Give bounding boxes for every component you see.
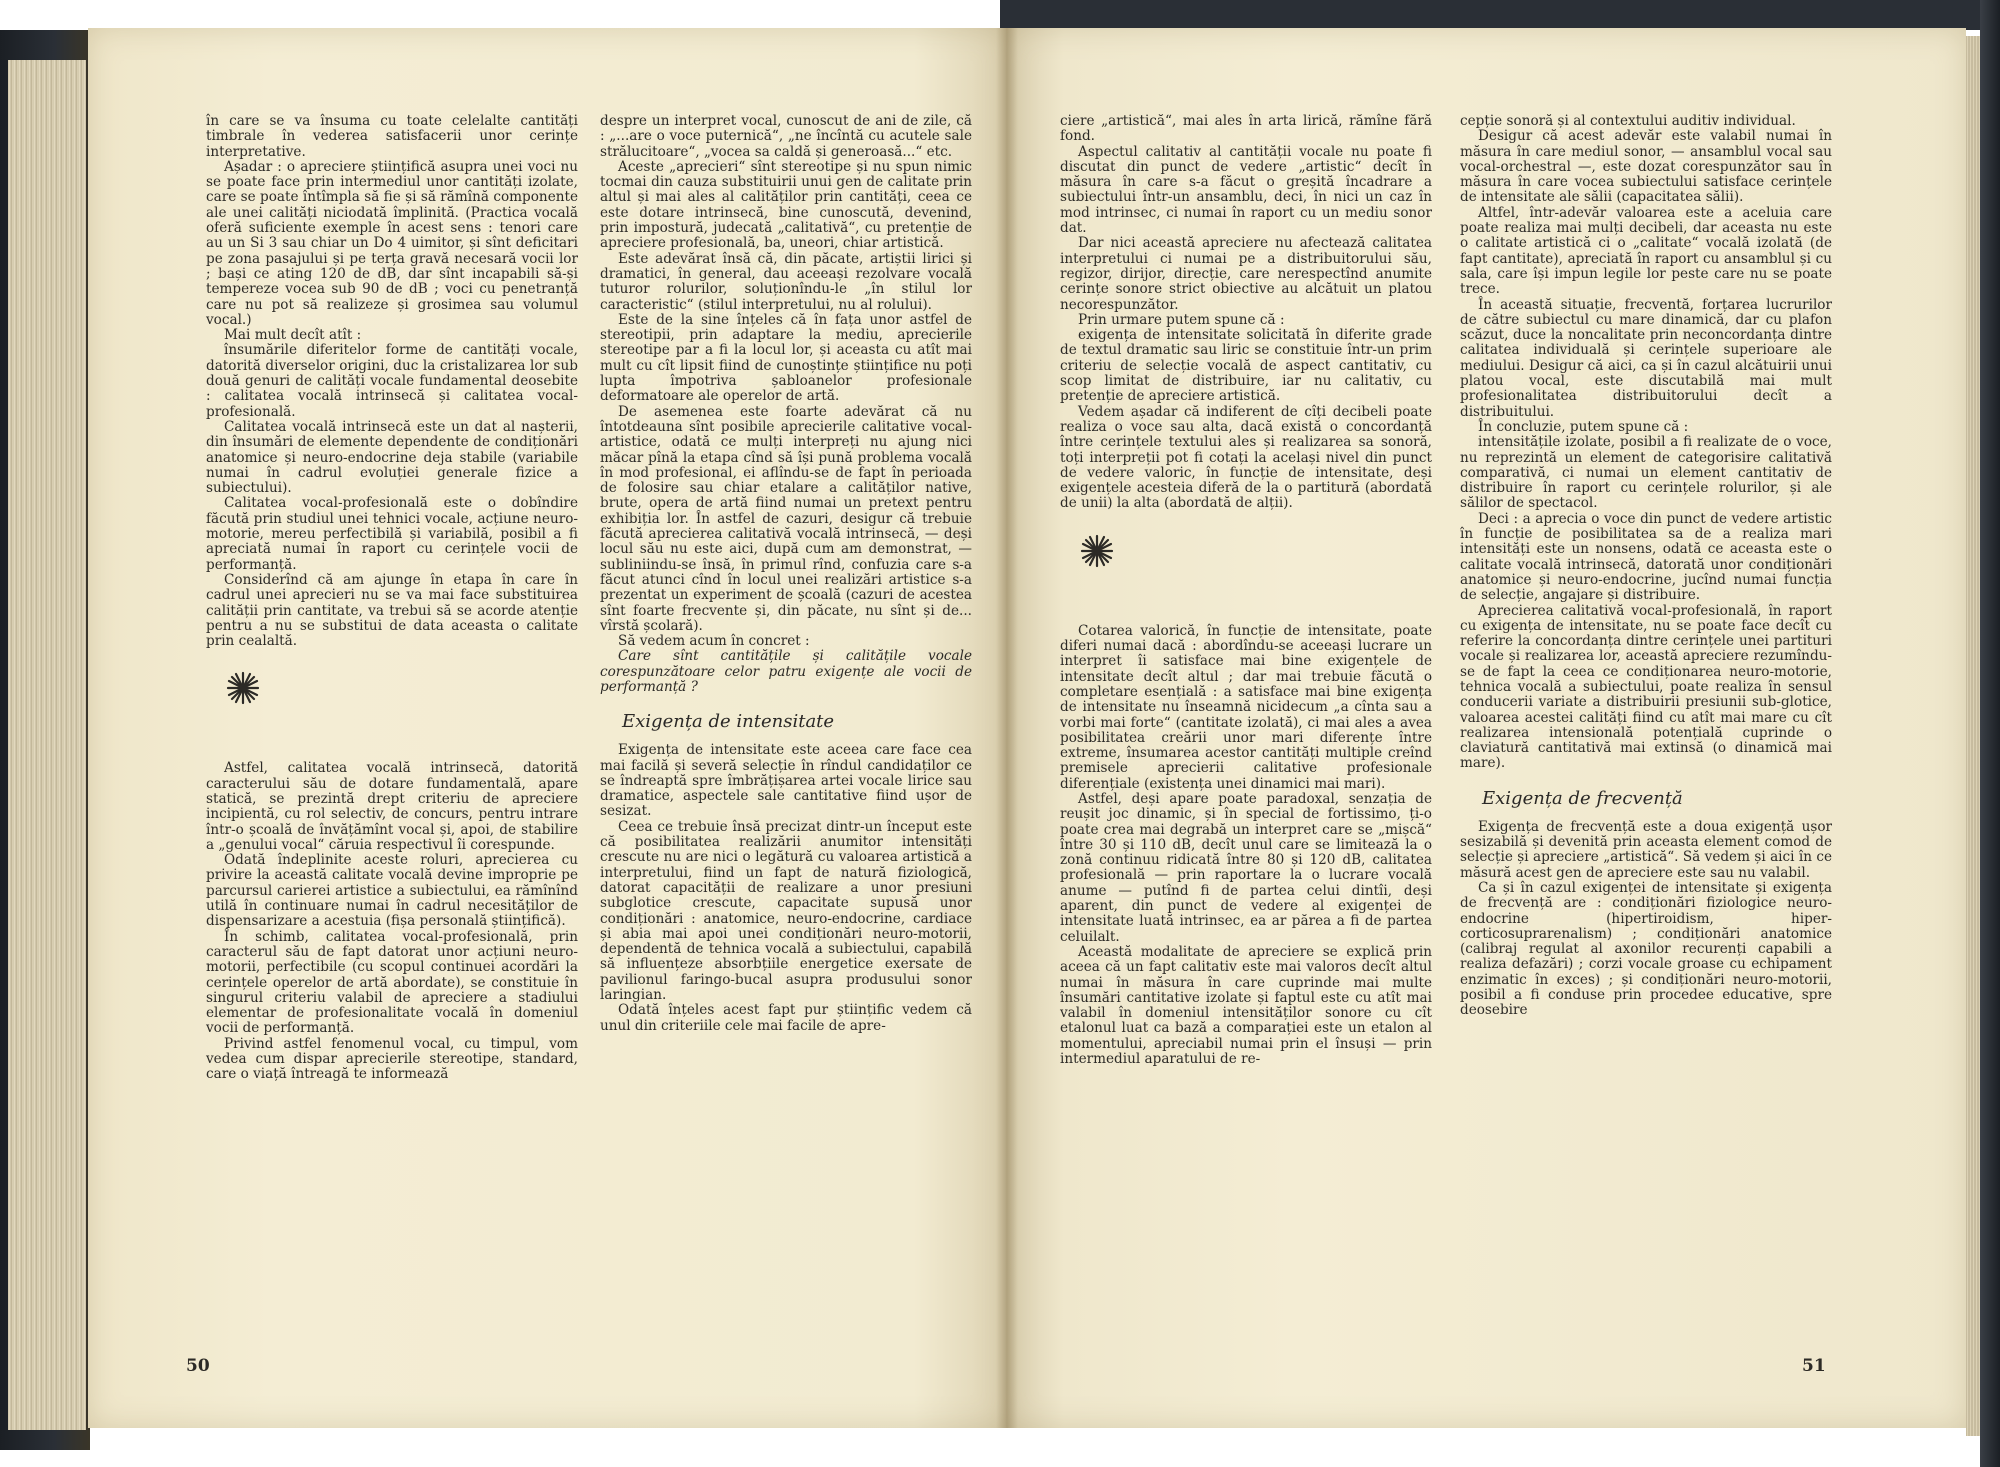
paragraph: Astfel, deși apare poate paradoxal, senzația de reușit joc dinamic, și în special de fortissimo, ți-o poate crea mai degrabă un interpret care se „mișcă“ între 30 și 110 dB, decît unul care se limitează la o zonă continuu ridicată între 80 și 120 dB, calitatea profesională — prin raportare la o lucrare vocală anume — putînd fi de partea celui dintîi, deși aparent, din punct de vedere al exigenței de intensitate luată intrinsec, ea ar părea a fi de partea celuilalt. xyxy=(1060,790,1432,945)
right-page-column-1 xyxy=(1060,114,1432,1067)
paragraph: Aspectul calitativ al cantității vocale nu poate fi discutat din punct de vedere „artistic“ decît în măsura în care s-a făcut o greșită încadrare a subiectului într-un ansamblu, deci, în nici un caz în mod intrinsec, ci numai în raport cu un mediu sonor dat. xyxy=(1060,143,1432,237)
paragraph: Exigența de frecvență este a doua exigență ușor sesizabilă și devenită prin aceasta element comod de selecție și apreciere „artistică“. Să vedem și aici în ce măsură acest gen de apreciere este sau nu valabil. xyxy=(1460,818,1832,881)
starburst-ornament-icon xyxy=(1080,534,1114,568)
book-cover-right xyxy=(1980,0,2000,1467)
left-page-column-2 xyxy=(600,114,972,1034)
paragraph: Altfel, într-adevăr valoarea este a aceluia care poate realiza mai mulți decibeli, dar aceasta nu este o calitate artistică ci o „calitate“ vocală izolată (de fapt cantitate), apreciată în raport cu ansamblul și cu sala, care își impun legile lor peste care nu se poate trece. xyxy=(1460,204,1832,298)
paragraph: Aprecierea calitativă vocal-profesională, în raport cu exigența de intensitate, nu se poate face decît cu referire la concordanța dintre cerințele unei partituri vocale și realizarea lor, această apreciere rezumîndu-se de fapt la ceea ce condiționarea neuro-motorie, tehnica vocală a subiectului, poate realiza în sensul conducerii variate a distribuirii presiunii sub-glotice, valoarea acestei calități fiind cu atît mai mare cu cît realizarea intensională potențială cuprinde o claviatură cantitativă mai extinsă (o dinamică mai mare). xyxy=(1460,602,1832,772)
paragraph: cepție sonoră și al contextului auditiv individual. xyxy=(1460,113,1796,129)
paragraph: în care se va însuma cu toate celelalte cantități timbrale în vederea satisfacerii unor cerințe interpretative. xyxy=(206,113,578,160)
paragraph: Dar nici această apreciere nu afectează calitatea interpretului ci numai pe a distribuitorului său, regizor, dirijor, direcție, care nerespectînd anumite cerințe sonore strict obiective au alcătuit un platou necorespunzător. xyxy=(1060,235,1432,313)
section-heading: Exigența de frecvență xyxy=(1482,787,1683,809)
starburst-ornament-icon xyxy=(226,671,260,705)
paragraph: Considerînd că am ajunge în etapa în care în cadrul unei aprecieri nu se va mai face substituirea calității prin cantitate, va trebui să se acorde atenție pentru a nu se substitui de data aceasta o calitate prin cealaltă. xyxy=(206,571,578,650)
paragraph: În această situație, frecventă, forțarea lucrurilor de către subiectul cu mare dinamică, dar cu plafon scăzut, duce la noncalitate prin neconcordanța dintre calitatea individuală și cerințele superioare ale mediului. Desigur că aici, ca și în cazul alcătuirii unui platou vocal, este discutabilă mai mult profesionalitatea distribuitorului decît a distribuitului. xyxy=(1460,296,1832,420)
page-number: 50 xyxy=(186,1356,210,1376)
paragraph: În concluzie, putem spune că : xyxy=(1478,418,1689,435)
paragraph: Desigur că acest adevăr este valabil numai în măsura în care mediul sonor, — ansamblul vocal sau vocal-orchestral —, este dozat corespunzător sau în măsura în care vocea subiectului satisface cerințele de intensitate ale sălii (capacitatea sălii). xyxy=(1460,128,1832,206)
paragraph: Ceea ce trebuie însă precizat dintr-un început este că posibilitatea realizării anumitor intensități crescute nu are nici o legătură cu valoarea artistică a interpretului, fiind un fapt de natură fiziologică, datorat capacității de realizare a unor presiuni subglotice crescute, capacitate supusă unor condiționări : anatomice, neuro-endocrine, cardiace și abia mai apoi unei condiționări neuro-motorii, dependentă de tehnica vocală a subiectului, capabilă să influențeze absorbțiile energetice exersate de pavilionul faringo-bucal asupra produsului sonor laringian. xyxy=(600,818,972,1004)
paragraph: Aceste „aprecieri“ sînt stereotipe și nu spun nimic tocmai din cauza substituirii unui gen de calitate prin altul și mai ales al calităților prin cantități, ceea ce este dotare intrinsecă, bine cunoscută, devenind, prin impostură, judecată „calitativă“, cu pretenție de apreciere profesională, ba, uneori, chiar artistică. xyxy=(600,158,972,252)
paragraph: Mai mult decît atît : xyxy=(224,327,362,344)
paragraph: intensitățile izolate, posibil a fi realizate de o voce, nu reprezintă un element de categorisire calitativă comparativă, ci numai un element cantitativ de distribuire în raport cu cerințele rolurilor, și ale sălilor de spectacol. xyxy=(1460,434,1832,512)
paragraph: În schimb, calitatea vocal-profesională, prin caracterul său de fapt datorat unor acțiuni neuro-motorii, perfectibile (cu scopul continuei acordări la cerințele operelor de artă abordate), se constituie în singurul criteriu valabil de apreciere a stadiului elementar de profesionalitate vocală în domeniul vocii de performanță. xyxy=(206,928,578,1037)
paragraph: Odată înțeles acest fapt pur științific vedem că unul din criteriile cele mai facile de apre- xyxy=(600,1002,972,1034)
left-page xyxy=(88,28,1006,1428)
left-page-column-1 xyxy=(206,114,578,1083)
paragraph: Este adevărat însă că, din păcate, artiștii lirici și dramatici, în general, dau aceeași rezolvare vocală tuturor rolurilor, soluționîndu-le „în stilul lor caracteristic“ (stilul interpretului, nu al rolului). xyxy=(600,250,972,313)
paragraph: De asemenea este foarte adevărat că nu întotdeauna sînt posibile aprecierile calitative vocal-artistice, odată ce mulți interpreți nu ajung nici măcar pînă la etapa cînd să își pună problema vocală în mod profesional, ei aflîndu-se de fapt în perioada de folosire sau chiar etalare a calităților native, brute, opera de artă fiind numai un pretext pentru exhibiția lor. În astfel de cazuri, desigur că trebuie făcută aprecierea calitativă vocală intrinsecă, — deși locul său nu este aici, după cum am demonstrat, — subliniindu-se însă, în primul rînd, confuzia care s-a făcut atunci cînd în locul unei realizări artistice s-a prezentat un experiment de școală (cazuri de acestea sînt foarte frecvente și, din păcate, nu sînt și de... vîrstă școlară). xyxy=(600,403,972,634)
paragraph: Odată îndeplinite aceste roluri, aprecierea cu privire la această calitate vocală devine improprie pe parcursul carierei artistice a subiectului, ea rămînînd utilă în continuare numai în cadrul necesităților de dispensarizare a acestuia (fișa personală științifică). xyxy=(206,852,578,930)
paragraph: ciere „artistică“, mai ales în arta lirică, rămîne fără fond. xyxy=(1060,113,1432,145)
right-page xyxy=(1006,28,1966,1428)
section-heading: Exigența de intensitate xyxy=(622,711,835,733)
book-gutter xyxy=(996,28,1018,1428)
book-cover-top-right xyxy=(1000,0,2000,30)
page-number: 51 xyxy=(1802,1356,1826,1376)
paragraph: despre un interpret vocal, cunoscut de ani de zile, că : „...are o voce puternică“, „ne încîntă cu acutele sale strălucitoare“, „vocea sa caldă și generoasă...“ etc. xyxy=(600,113,972,160)
paragraph: Să vedem acum în concret : xyxy=(618,633,810,650)
paragraph: Prin urmare putem spune că : xyxy=(1078,311,1285,328)
paragraph: Exigența de intensitate este aceea care face cea mai facilă și severă selecție în rîndul candidaților ce se îndreaptă spre îmbrățișarea artei vocale lirice sau dramatice, aspectele sale cantitative fiind ușor de sesizat. xyxy=(600,742,972,820)
paragraph: Cotarea valorică, în funcție de intensitate, poate diferi numai dacă : abordîndu-se aceeași lucrare un interpret îi satisface mai bine exigențele de intensitate decît altul ; dar mai trebuie făcută o completare esențială : a satisface mai bine exigența de intensitate nu înseamnă nicidecum „a cînta sau a vorbi mai forte“ (cantitate izolată), ci mai ales a avea posibilitatea creării unor mari diferențe între extreme, însumarea acestor cantități multiple creînd premisele aprecierii calitative profesionale diferențiale (existența unei dinamici mai mari). xyxy=(1060,622,1432,792)
paragraph: Deci : a aprecia o voce din punct de vedere artistic în funcție de posibilitatea sa de a realiza mari intensități este un nonsens, odată ce aceasta este o calitate vocală intrinsecă, datorată unor condiționări anatomice și neuro-endocrine, jucînd numai funcția de selecție, angajare și distribuire. xyxy=(1460,510,1832,604)
page-edges-left xyxy=(8,60,86,1430)
paragraph: Privind astfel fenomenul vocal, cu timpul, vom vedea cum dispar aprecierile stereotipe, standard, care o viață întreagă te informează xyxy=(206,1035,578,1083)
paragraph: Vedem așadar că indiferent de cîți decibeli poate realiza o voce sau alta, dacă există o concordanță între cerințele textului ales și realizarea sa sonoră, toți interpreții pot fi cotați la același nivel din punct de vedere valoric, în funcție de intensitate, deși exigențele acesteia diferă de la o partitură (abordată de unii) la alta (abordată de alții). xyxy=(1060,403,1432,512)
paragraph: însumările diferitelor forme de cantități vocale, datorită diverselor origini, duc la cristalizarea lor sub două genuri de calități vocale fundamental deosebite : calitatea vocală intrinsecă și calitatea vocal-profesională. xyxy=(206,342,578,420)
paragraph: Ca și în cazul exigenței de intensitate și exigența de frecvență are : condiționări fiziologice neuro-endocrine (hipertiroidism, hiper-corticosuprarenalism) ; condiționări anatomice (calibraj regulat al axonilor recurenți capabili a realiza defazări) ; corzi vocale groase cu echipament enzimatic în exces) ; și condiționări neuro-motorii, posibil a fi conduse prin procedee educative, spre deosebire xyxy=(1460,879,1832,1019)
paragraph: exigența de intensitate solicitată în diferite grade de textul dramatic sau liric se constituie într-un prim criteriu de selecție vocală de aspect cantitativ, cu scop limitat de distribuire, iar nu calitativ, cu pretenție de apreciere artistică. xyxy=(1060,327,1432,405)
paragraph: Care sînt cantitățile și calitățile vocale corespunzătoare celor patru exigențe ale vocii de performanță ? xyxy=(600,648,972,695)
paragraph: Calitatea vocal-profesională este o dobîndire făcută prin studiul unei tehnici vocale, acțiune neuro-motorie, mereu perfectibilă și variabilă, posibil a fi apreciată numai în raport cu cerințele vocii de performanță. xyxy=(206,495,578,573)
paragraph: Calitatea vocală intrinsecă este un dat al nașterii, din însumări de elemente dependente de condiționări anatomice și neuro-endocrine deja stabile (variabile numai în cadrul evoluției generale fizice a subiectului). xyxy=(206,418,578,497)
paragraph: Această modalitate de apreciere se explică prin aceea că un fapt calitativ este mai valoros decît altul numai în măsura în care cuprinde mai multe însumări cantitative izolate și faptul este cu atît mai valabil în domeniul intensităților sonore cu cît etalonul luat ca bază a comparației este un etalon al momentului, apreciabil numai prin el însuși — prin intermediul aparatului de re- xyxy=(1060,943,1432,1068)
right-page-column-2 xyxy=(1460,114,1832,1019)
paragraph: Astfel, calitatea vocală intrinsecă, datorită caracterului său de dotare fundamentală, apare statică, se prezintă drept criteriu de apreciere incipientă, cu rol selectiv, de concurs, pentru intrare într-o școală de învățămînt vocal și, apoi, de stabilire a „genului vocal“ căruia respectivul îi corespunde. xyxy=(206,760,578,853)
paragraph: Așadar : o apreciere științifică asupra unei voci nu se poate face prin intermediul unor cantități izolate, care se poate întîmpla să fie și să rămînă componente ale unei calități niciodată împlinită. (Practica vocală oferă suficiente exemple în acest sens : tenori care au un Si 3 sau chiar un Do 4 uimitor, și sînt deficitari pe zona pasajului și pe terța gravă necesară vocii lor ; bași ce ating 120 de dB, dar sînt incapabili să-și tempereze vocea sub 90 de dB ; voci cu penetranță care nu pot să realizeze și grosimea sau volumul vocal.) xyxy=(206,158,578,328)
page-edges-right xyxy=(1966,36,1980,1436)
paragraph: Este de la sine înțeles că în fața unor astfel de stereotipii, prin adaptare la mediu, aprecierile stereotipe par a fi la locul lor, și aceasta cu atît mai mult cu cît lipsit fiind de cunoștințe științifice nu poți lupta împotriva șabloanelor profesionale deformatoare ale operelor de artă. xyxy=(600,311,972,405)
